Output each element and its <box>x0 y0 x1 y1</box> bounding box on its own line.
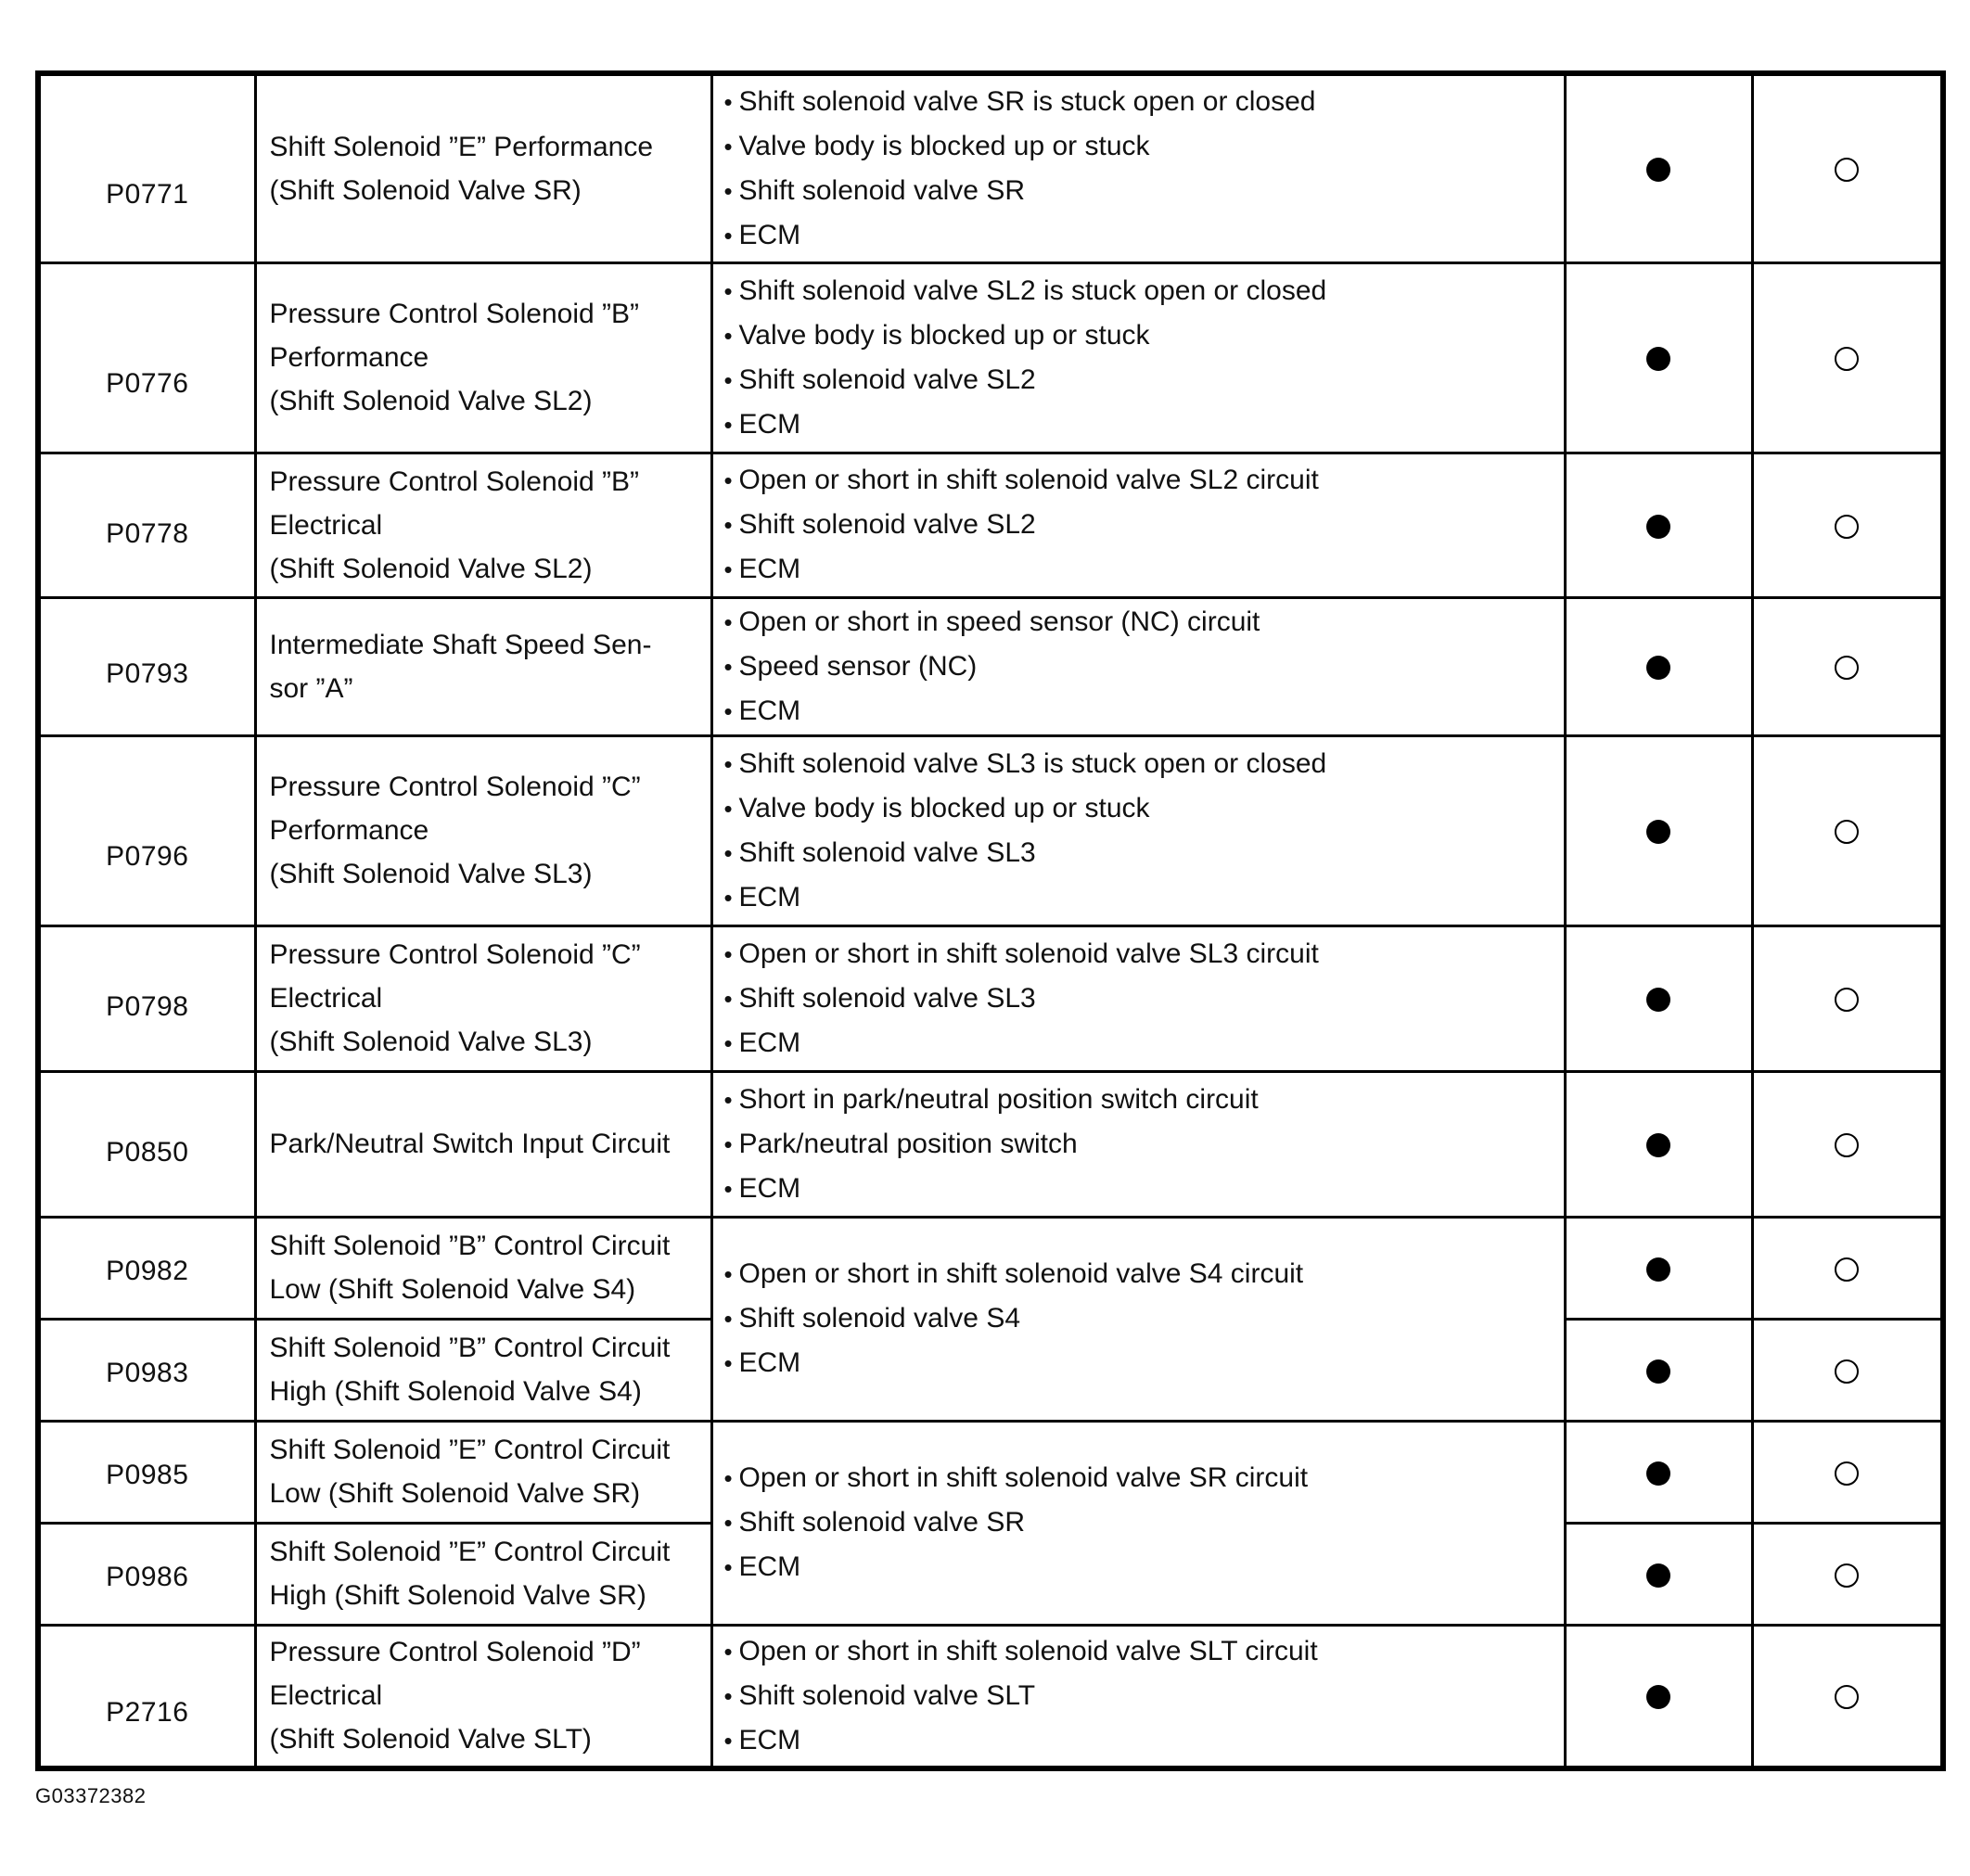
trouble-area-list <box>724 80 1564 258</box>
open-circle-icon <box>1835 1257 1859 1282</box>
detection-item-line: Low (Shift Solenoid Valve S4) <box>269 1274 636 1305</box>
mil-cell <box>1565 1071 1752 1217</box>
trouble-area-cell <box>711 1071 1565 1217</box>
dtc-code-cell <box>38 262 255 453</box>
filled-circle-icon <box>1646 158 1670 182</box>
open-circle-icon <box>1835 656 1859 680</box>
trouble-area-cell <box>711 1421 1565 1625</box>
detection-item-line: Shift Solenoid ”E” Control Circuit <box>269 1537 671 1567</box>
trouble-area-cell <box>711 735 1565 925</box>
memory-cell <box>1752 925 1943 1071</box>
detection-item-line: (Shift Solenoid Valve SL2) <box>269 553 593 584</box>
filled-circle-icon <box>1646 1461 1670 1486</box>
detection-item-cell <box>255 1071 711 1217</box>
detection-item-cell <box>255 597 711 735</box>
filled-circle-icon <box>1646 1685 1670 1709</box>
open-circle-icon <box>1835 1133 1859 1157</box>
filled-circle-icon <box>1646 988 1670 1012</box>
dtc-code-cell <box>38 1421 255 1523</box>
filled-circle-icon <box>1646 1359 1670 1384</box>
detection-item-line: (Shift Solenoid Valve SR) <box>269 174 582 206</box>
dtc-code-cell <box>38 1523 255 1625</box>
detection-item-line: (Shift Solenoid Valve SL3) <box>269 1027 593 1057</box>
trouble-area-item: • Shift solenoid valve SL3 <box>724 976 1564 1021</box>
mil-cell <box>1565 1625 1752 1768</box>
trouble-area-cell <box>711 597 1565 735</box>
dtc-code-cell <box>38 73 255 262</box>
memory-cell <box>1752 262 1943 453</box>
open-circle-icon <box>1835 1563 1859 1588</box>
trouble-area-item: • ECM <box>724 1167 1564 1211</box>
trouble-area-item: • Open or short in shift solenoid valve SLT circuit <box>724 1629 1564 1674</box>
memory-cell <box>1752 597 1943 735</box>
detection-item-line: Pressure Control Solenoid ”C” <box>269 772 641 802</box>
trouble-area-list <box>724 932 1564 1066</box>
trouble-area-item: • Shift solenoid valve SL2 <box>724 503 1564 547</box>
trouble-area-item: • Shift solenoid valve SR <box>724 169 1564 213</box>
filled-circle-icon <box>1646 820 1670 844</box>
trouble-area-item: • Valve body is blocked up or stuck <box>724 124 1564 169</box>
trouble-area-item: • Open or short in speed sensor (NC) circuit <box>724 600 1564 644</box>
trouble-area-cell <box>711 453 1565 597</box>
table-row <box>38 925 1943 1071</box>
detection-item-cell <box>255 1319 711 1421</box>
trouble-area-item: • Valve body is blocked up or stuck <box>724 786 1564 831</box>
detection-item-cell <box>255 1625 711 1768</box>
dtc-code: P0850 <box>106 1137 189 1168</box>
filled-circle-icon <box>1646 1563 1670 1588</box>
trouble-area-item: • Open or short in shift solenoid valve S4 circuit <box>724 1252 1564 1296</box>
memory-cell <box>1752 1625 1943 1768</box>
memory-cell <box>1752 735 1943 925</box>
memory-cell <box>1752 453 1943 597</box>
detection-item-line: (Shift Solenoid Valve SL2) <box>269 386 593 416</box>
detection-item-cell <box>255 453 711 597</box>
open-circle-icon <box>1835 1359 1859 1384</box>
trouble-area-item: • Shift solenoid valve SL3 is stuck open or closed <box>724 742 1564 786</box>
open-circle-icon <box>1835 347 1859 371</box>
detection-item-line: Pressure Control Solenoid ”B” <box>269 299 640 329</box>
trouble-area-item: • ECM <box>724 547 1564 592</box>
detection-item-line: High (Shift Solenoid Valve S4) <box>269 1376 642 1407</box>
detection-item-cell <box>255 1421 711 1523</box>
detection-item-line: Pressure Control Solenoid ”B” <box>269 466 640 497</box>
trouble-area-cell <box>711 925 1565 1071</box>
dtc-code: P0982 <box>106 1255 189 1286</box>
trouble-area-item: • Shift solenoid valve SR <box>724 1500 1564 1545</box>
trouble-area-list <box>724 458 1564 592</box>
dtc-code: P0771 <box>106 179 189 211</box>
trouble-area-item: • ECM <box>724 1545 1564 1589</box>
open-circle-icon <box>1835 820 1859 844</box>
dtc-code-cell <box>38 453 255 597</box>
filled-circle-icon <box>1646 347 1670 371</box>
dtc-code-cell <box>38 1071 255 1217</box>
dtc-code-cell <box>38 925 255 1071</box>
trouble-area-item: • Open or short in shift solenoid valve SR circuit <box>724 1456 1564 1500</box>
table-row <box>38 1217 1943 1319</box>
open-circle-icon <box>1835 515 1859 539</box>
trouble-area-list <box>724 1629 1564 1763</box>
memory-cell <box>1752 1421 1943 1523</box>
trouble-area-item: • ECM <box>724 1021 1564 1066</box>
memory-cell <box>1752 1523 1943 1625</box>
detection-item-line: Pressure Control Solenoid ”D” <box>269 1637 641 1668</box>
dtc-code: P0793 <box>106 658 189 689</box>
detection-item-line: Electrical <box>269 1680 383 1712</box>
trouble-area-item: • Valve body is blocked up or stuck <box>724 313 1564 358</box>
dtc-code: P0798 <box>106 991 189 1022</box>
dtc-code: P0796 <box>106 841 189 872</box>
trouble-area-item: • Park/neutral position switch <box>724 1122 1564 1167</box>
trouble-area-item: • Shift solenoid valve SL3 <box>724 831 1564 875</box>
trouble-area-cell <box>711 1217 1565 1421</box>
mil-cell <box>1565 597 1752 735</box>
mil-cell <box>1565 1421 1752 1523</box>
detection-item-line: Low (Shift Solenoid Valve SR) <box>269 1478 641 1509</box>
detection-item-line: (Shift Solenoid Valve SL3) <box>269 859 593 889</box>
dtc-code-cell <box>38 597 255 735</box>
table-row <box>38 1071 1943 1217</box>
trouble-area-cell <box>711 1625 1565 1768</box>
table-row <box>38 1625 1943 1768</box>
mil-cell <box>1565 1523 1752 1625</box>
open-circle-icon <box>1835 158 1859 182</box>
detection-item-line: Shift Solenoid ”B” Control Circuit <box>269 1333 671 1363</box>
detection-item-cell <box>255 73 711 262</box>
trouble-area-item: • ECM <box>724 213 1564 258</box>
detection-item-line: Shift Solenoid ”E” Performance <box>269 131 654 162</box>
detection-item-cell <box>255 925 711 1071</box>
trouble-area-item: • ECM <box>724 689 1564 734</box>
trouble-area-item: • Shift solenoid valve SLT <box>724 1674 1564 1718</box>
trouble-area-item: • Shift solenoid valve SL2 <box>724 358 1564 402</box>
table-row <box>38 453 1943 597</box>
detection-item-line: sor ”A” <box>269 672 353 704</box>
trouble-area-item: • ECM <box>724 875 1564 920</box>
dtc-code: P0983 <box>106 1357 189 1388</box>
memory-cell <box>1752 1071 1943 1217</box>
table-row <box>38 597 1943 735</box>
detection-item-line: High (Shift Solenoid Valve SR) <box>269 1580 646 1611</box>
detection-item-line: Pressure Control Solenoid ”C” <box>269 939 641 970</box>
dtc-code: P0986 <box>106 1561 189 1592</box>
dtc-code: P0985 <box>106 1459 189 1490</box>
memory-cell <box>1752 73 1943 262</box>
detection-item-cell <box>255 1523 711 1625</box>
table-row <box>38 1421 1943 1523</box>
table-row <box>38 262 1943 453</box>
dtc-code-cell <box>38 1217 255 1319</box>
trouble-area-list <box>724 1252 1564 1385</box>
trouble-area-cell <box>711 262 1565 453</box>
memory-cell <box>1752 1217 1943 1319</box>
trouble-area-list <box>724 1456 1564 1589</box>
detection-item-cell <box>255 1217 711 1319</box>
filled-circle-icon <box>1646 656 1670 680</box>
table-row <box>38 73 1943 262</box>
trouble-area-item: • Shift solenoid valve S4 <box>724 1296 1564 1341</box>
detection-item-line: Intermediate Shaft Speed Sen- <box>269 629 652 660</box>
trouble-area-item: • Open or short in shift solenoid valve SL3 circuit <box>724 932 1564 976</box>
open-circle-icon <box>1835 988 1859 1012</box>
mil-cell <box>1565 73 1752 262</box>
detection-item-cell <box>255 735 711 925</box>
trouble-area-list <box>724 1078 1564 1211</box>
trouble-area-list <box>724 269 1564 447</box>
trouble-area-item: • ECM <box>724 1341 1564 1385</box>
dtc-code: P0776 <box>106 368 189 399</box>
mil-cell <box>1565 735 1752 925</box>
trouble-area-cell <box>711 73 1565 262</box>
detection-item-line: Electrical <box>269 983 383 1014</box>
detection-item-line: Shift Solenoid ”B” Control Circuit <box>269 1231 671 1261</box>
mil-cell <box>1565 1319 1752 1421</box>
filled-circle-icon <box>1646 1257 1670 1282</box>
dtc-code-cell <box>38 735 255 925</box>
trouble-area-list <box>724 600 1564 734</box>
memory-cell <box>1752 1319 1943 1421</box>
dtc-code-cell <box>38 1319 255 1421</box>
mil-cell <box>1565 453 1752 597</box>
table-row <box>38 735 1943 925</box>
detection-item-line: Performance <box>269 342 429 373</box>
dtc-code-cell <box>38 1625 255 1768</box>
open-circle-icon <box>1835 1461 1859 1486</box>
mil-cell <box>1565 262 1752 453</box>
detection-item-line: Electrical <box>269 509 383 541</box>
mil-cell <box>1565 1217 1752 1319</box>
detection-item-line: Shift Solenoid ”E” Control Circuit <box>269 1435 671 1465</box>
dtc-code: P2716 <box>106 1697 189 1729</box>
trouble-area-item: • Open or short in shift solenoid valve SL2 circuit <box>724 458 1564 503</box>
detection-item-line: (Shift Solenoid Valve SLT) <box>269 1724 592 1755</box>
detection-item-line: Park/Neutral Switch Input Circuit <box>269 1129 671 1159</box>
filled-circle-icon <box>1646 515 1670 539</box>
open-circle-icon <box>1835 1685 1859 1709</box>
trouble-area-item: • ECM <box>724 402 1564 447</box>
trouble-area-list <box>724 742 1564 920</box>
dtc-table <box>35 70 1946 1771</box>
trouble-area-item: • Shift solenoid valve SL2 is stuck open or closed <box>724 269 1564 313</box>
trouble-area-item: • ECM <box>724 1718 1564 1763</box>
detection-item-cell <box>255 262 711 453</box>
trouble-area-item: • Speed sensor (NC) <box>724 644 1564 689</box>
figure-id: G03372382 <box>35 1784 147 1807</box>
detection-item-line: Performance <box>269 815 429 846</box>
dtc-code: P0778 <box>106 517 189 549</box>
mil-cell <box>1565 925 1752 1071</box>
trouble-area-item: • Short in park/neutral position switch circuit <box>724 1078 1564 1122</box>
filled-circle-icon <box>1646 1133 1670 1157</box>
trouble-area-item: • Shift solenoid valve SR is stuck open or closed <box>724 80 1564 124</box>
